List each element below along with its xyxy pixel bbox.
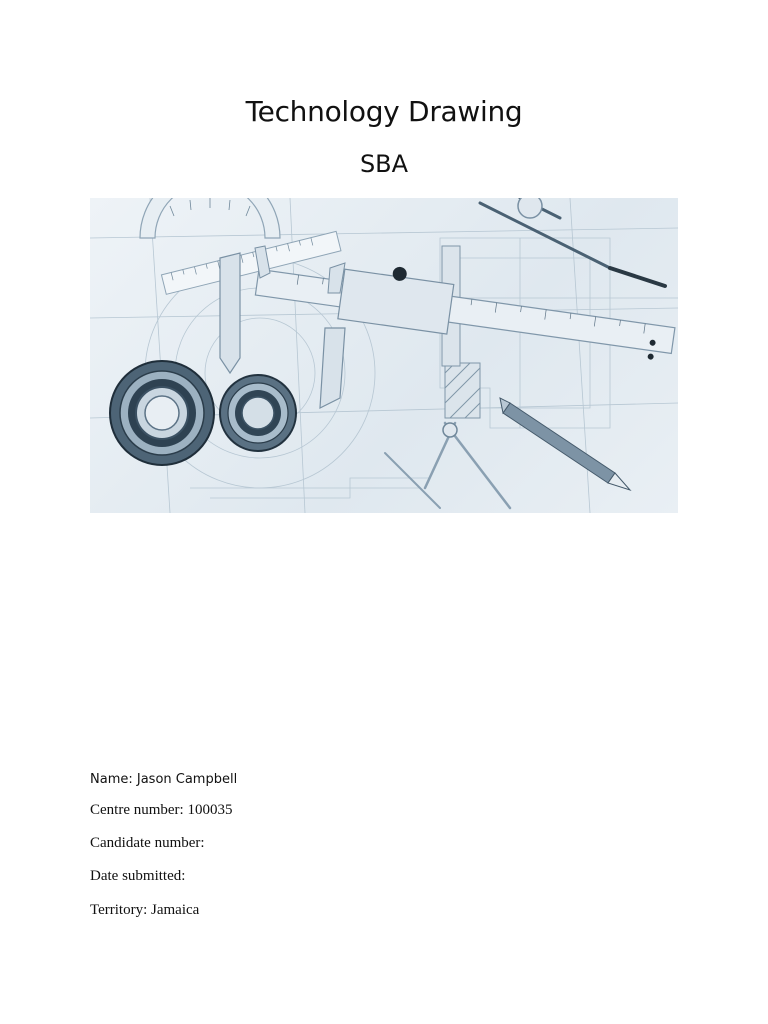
centre-number-field: Centre number: 100035: [90, 802, 233, 818]
page-subtitle: SBA: [359, 150, 409, 178]
name-field: Name: Jason Campbell: [90, 772, 238, 787]
date-submitted-field: Date submitted:: [90, 868, 186, 884]
technical-drawing-tools-image: [90, 198, 678, 513]
page-title: Technology Drawing: [245, 95, 523, 128]
territory-field: Territory: Jamaica: [90, 902, 200, 918]
candidate-number-field: Candidate number:: [90, 835, 205, 851]
